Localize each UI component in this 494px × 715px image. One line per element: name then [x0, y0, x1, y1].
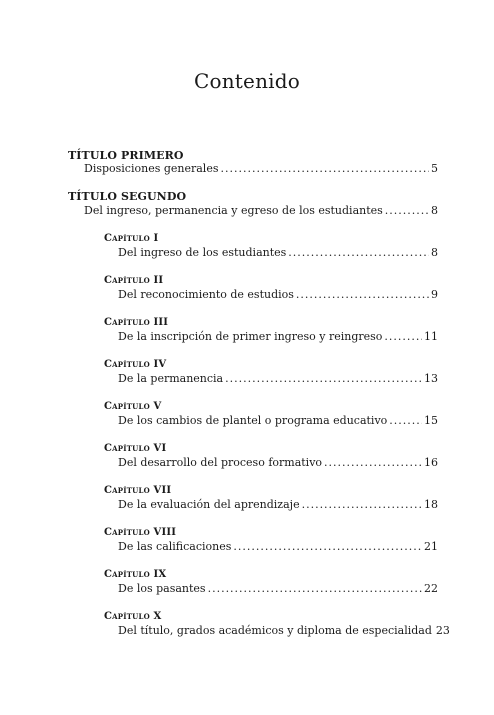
chapter-10-label: Capítulo X [104, 611, 162, 622]
toc-page-number: 18 [424, 498, 438, 511]
toc-entry-chapter-3[interactable] [118, 330, 438, 343]
toc-page-number: 11 [424, 330, 438, 343]
toc-entry-text: Del ingreso, permanencia y egreso de los estudiantes [84, 204, 383, 217]
toc-page-number: 13 [424, 372, 438, 385]
titulo-segundo-heading: TÍTULO SEGUNDO [68, 190, 187, 203]
leader-dots [220, 162, 429, 175]
chapter-1-label: Capítulo I [104, 233, 159, 244]
toc-page-number: 15 [424, 414, 438, 427]
leader-dots [233, 540, 422, 553]
toc-entry-disposiciones[interactable] [84, 162, 438, 175]
toc-page-number: 9 [431, 288, 438, 301]
toc-entry-text: Del reconocimiento de estudios [118, 288, 294, 301]
leader-dots [288, 246, 429, 259]
chapter-2-label: Capítulo II [104, 275, 164, 286]
toc-page-number: 16 [424, 456, 438, 469]
toc-entry-text: De la permanencia [118, 372, 224, 385]
toc-entry-chapter-8[interactable] [118, 540, 438, 553]
toc-entry-ingreso-permanencia[interactable] [84, 204, 438, 217]
toc-page-number: 8 [431, 246, 438, 259]
toc-entry-chapter-2[interactable] [118, 288, 438, 301]
chapter-7-label: Capítulo VII [104, 485, 172, 496]
page-title: Contenido [193, 69, 301, 93]
titulo-primero-heading: TÍTULO PRIMERO [68, 149, 184, 162]
toc-entry-text: Disposiciones generales [84, 162, 219, 175]
toc-entry-text: Del ingreso de los estudiantes [118, 246, 287, 259]
chapter-9-label: Capítulo IX [104, 569, 167, 580]
leader-dots [296, 288, 429, 301]
toc-entry-text: De la evaluación del aprendizaje [118, 498, 300, 511]
toc-entry-text: De la inscripción de primer ingreso y reingreso [118, 330, 383, 343]
toc-entry-text: Del título, grados académicos y diploma de especialidad [118, 624, 432, 637]
toc-entry-chapter-10[interactable] [118, 624, 450, 637]
toc-entry-text: De las calificaciones [118, 540, 232, 553]
toc-page-number: 5 [431, 162, 438, 175]
toc-page-number: 8 [431, 204, 438, 217]
leader-dots [389, 414, 422, 427]
leader-dots [324, 456, 422, 469]
toc-entry-chapter-4[interactable] [118, 372, 438, 385]
toc-entry-text: De los cambios de plantel o programa educativo [118, 414, 388, 427]
chapter-8-label: Capítulo VIII [104, 527, 177, 538]
toc-entry-text: De los pasantes [118, 582, 206, 595]
toc-entry-chapter-9[interactable] [118, 582, 438, 595]
toc-entry-chapter-6[interactable] [118, 456, 438, 469]
chapter-6-label: Capítulo VI [104, 443, 167, 454]
chapter-5-label: Capítulo V [104, 401, 162, 412]
toc-page-number: 23 [435, 624, 450, 637]
leader-dots [384, 330, 422, 343]
leader-dots [302, 498, 422, 511]
chapter-3-label: Capítulo III [104, 317, 169, 328]
toc-entry-text: Del desarrollo del proceso formativo [118, 456, 323, 469]
leader-dots [385, 204, 429, 217]
leader-dots [208, 582, 422, 595]
toc-page-number: 22 [424, 582, 438, 595]
toc-entry-chapter-5[interactable] [118, 414, 438, 427]
chapter-4-label: Capítulo IV [104, 359, 167, 370]
toc-entry-chapter-7[interactable] [118, 498, 438, 511]
toc-page-number: 21 [424, 540, 438, 553]
leader-dots [225, 372, 422, 385]
toc-entry-chapter-1[interactable] [118, 246, 438, 259]
